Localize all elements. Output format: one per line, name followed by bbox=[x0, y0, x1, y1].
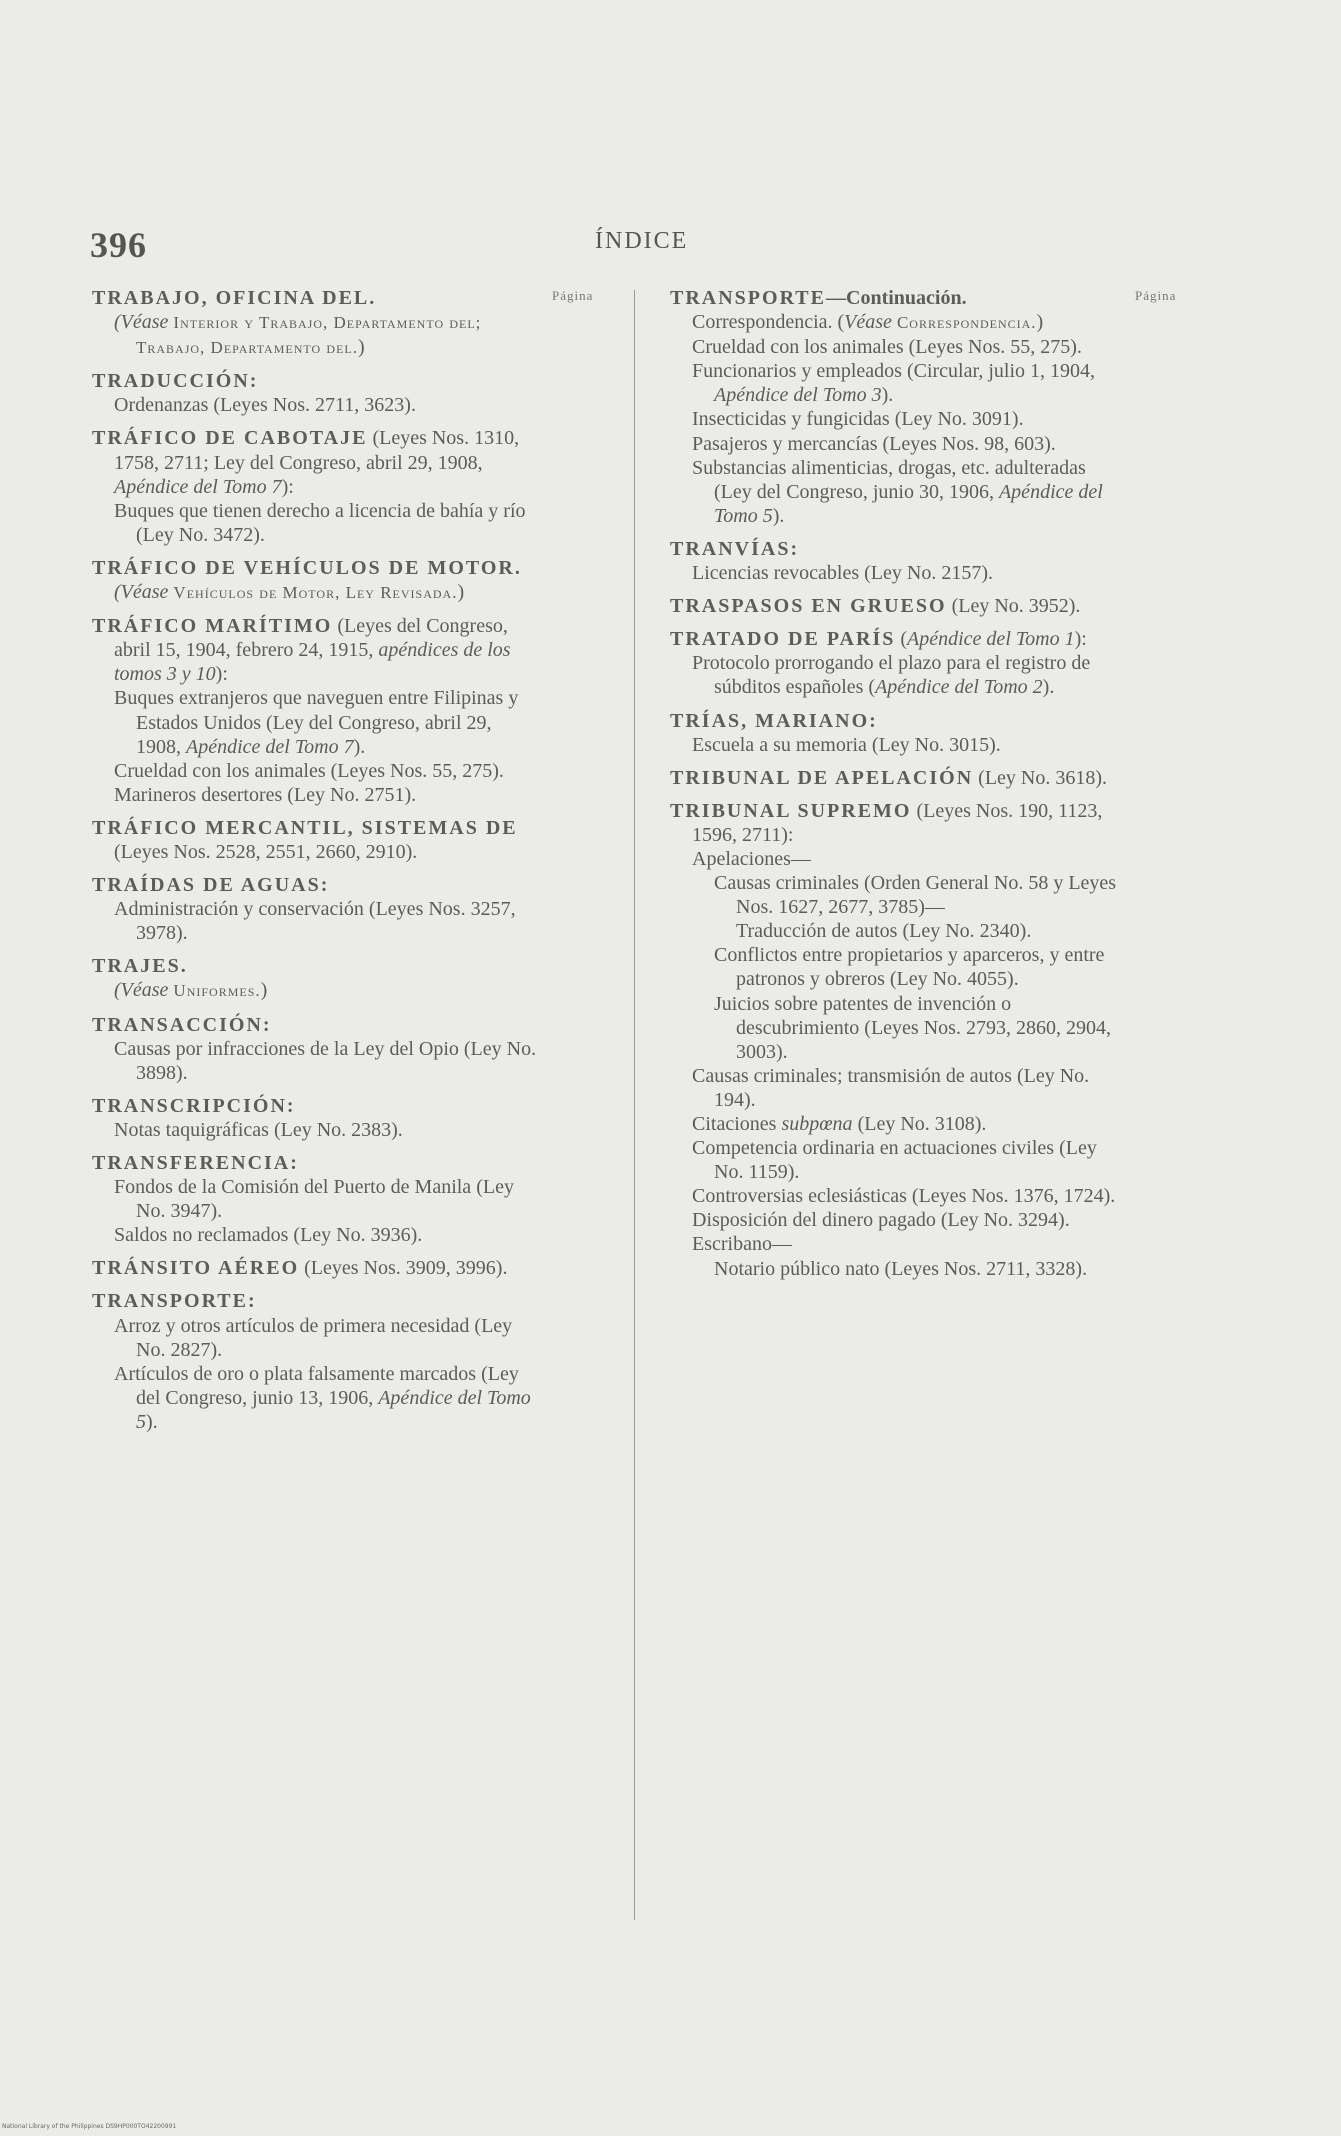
subentry-text: Buques extranjeros que naveguen entre Filipinas y Estados Unidos (Ley del Congreso, abril 29, 1908, bbox=[114, 687, 519, 758]
headword: TRAJES. bbox=[92, 955, 188, 978]
subentry: Ordenanzas (Leyes Nos. 2711, 3623). bbox=[114, 394, 416, 417]
headword: TRÁFICO MARÍTIMO bbox=[92, 615, 333, 638]
subentry-text: Protocolo prorrogando el plazo para el registro de súbditos españoles ( bbox=[692, 652, 1091, 699]
index-entry bbox=[92, 1256, 540, 1280]
headword-line bbox=[670, 594, 1120, 618]
subentry: Escribano— bbox=[692, 1233, 792, 1256]
index-entry bbox=[92, 556, 540, 605]
paren: ): bbox=[215, 663, 228, 686]
index-entry bbox=[92, 1151, 540, 1247]
subentry: Licencias revocables (Ley No. 2157). bbox=[692, 562, 993, 585]
subentry: Causas criminales (Orden General No. 58 y Leyes Nos. 1627, 2677, 3785)— bbox=[714, 872, 1117, 919]
subentry: Causas por infracciones de la Ley del Opio (Ley No. 3898). bbox=[114, 1037, 537, 1084]
appendix-ref: Apéndice del Tomo 1 bbox=[907, 628, 1075, 651]
subentry bbox=[670, 359, 1120, 407]
headword: TRASPASOS EN GRUESO bbox=[670, 595, 947, 618]
headword: TRÁFICO DE VEHÍCULOS DE MOTOR. bbox=[92, 556, 522, 579]
subentry-text: Substancias alimenticias, drogas, etc. adulteradas (Ley del Congreso, junio 30, 1906, bbox=[692, 456, 1086, 503]
headword-line bbox=[92, 426, 540, 498]
subentry: Saldos no reclamados (Ley No. 3936). bbox=[114, 1224, 423, 1247]
headword-line bbox=[670, 627, 1120, 651]
subentry-text: Artículos de oro o plata falsamente marcados (Ley del Congreso, junio 13, 1906, bbox=[114, 1362, 519, 1409]
citation: (Ley No. 3618). bbox=[978, 766, 1108, 789]
index-entry bbox=[92, 816, 540, 864]
index-entry bbox=[670, 766, 1120, 790]
latin-term: subpœna bbox=[781, 1113, 853, 1135]
paren: ): bbox=[1074, 628, 1087, 651]
index-entry bbox=[670, 627, 1120, 699]
subentry bbox=[670, 456, 1120, 528]
subentry: Escuela a su memoria (Ley No. 3015). bbox=[692, 733, 1001, 756]
subentry: Apelaciones— bbox=[692, 847, 811, 870]
see-reference bbox=[92, 310, 540, 360]
left-column bbox=[92, 286, 540, 1443]
subentry: Arroz y otros artículos de primera necesidad (Ley No. 2827). bbox=[114, 1314, 513, 1361]
citation: (Ley No. 3108). bbox=[857, 1113, 987, 1135]
index-entry bbox=[92, 1013, 540, 1085]
subentry bbox=[92, 1362, 540, 1434]
headword: TRIBUNAL DE APELACIÓN bbox=[670, 766, 974, 789]
paren: ) bbox=[358, 336, 365, 359]
index-entry bbox=[92, 873, 540, 945]
headword-line bbox=[92, 1256, 540, 1280]
headword-line bbox=[92, 816, 540, 864]
headword: TRÁNSITO AÉREO bbox=[92, 1257, 300, 1280]
see-label: (Véase bbox=[114, 979, 169, 1002]
paren: ). bbox=[772, 504, 785, 527]
subentry-text: Citaciones bbox=[692, 1113, 777, 1135]
appendix-ref: apéndices de los tomos 3 y 10 bbox=[114, 639, 511, 686]
citation: (Leyes Nos. 2528, 2551, 2660, 2910). bbox=[114, 840, 418, 863]
pagina-label-left: Página bbox=[552, 288, 594, 303]
headword-line bbox=[670, 286, 1120, 310]
subentry-text: Funcionarios y empleados (Circular, julio 1, 1904, bbox=[692, 360, 1096, 383]
headword: TRANSCRIPCIÓN: bbox=[92, 1094, 296, 1117]
appendix-ref: Apéndice del Tomo 2 bbox=[875, 676, 1043, 699]
index-entry bbox=[92, 954, 540, 1003]
subentry: Buques que tienen derecho a licencia de bahía y río (Ley No. 3472). bbox=[114, 499, 526, 546]
headword-line bbox=[92, 286, 540, 310]
citation: (Leyes Nos. 190, 1123, 1596, 2711): bbox=[692, 799, 1103, 846]
headword: TRANVÍAS: bbox=[670, 537, 800, 560]
subentry bbox=[670, 310, 1120, 335]
index-entry bbox=[92, 614, 540, 807]
headword: TRATADO DE PARÍS bbox=[670, 628, 896, 651]
footer-credit: National Library of the Philippines DS9HP000TO42200991 bbox=[2, 2123, 177, 2130]
see-reference bbox=[92, 978, 540, 1003]
subentry: Traducción de autos (Ley No. 2340). bbox=[736, 920, 1032, 943]
headword: TRIBUNAL SUPREMO bbox=[670, 799, 912, 822]
subentry: Administración y conservación (Leyes Nos. 3257, 3978). bbox=[114, 898, 516, 945]
subentry: Pasajeros y mercancías (Leyes Nos. 98, 603). bbox=[692, 432, 1056, 455]
appendix-ref: Apéndice del Tomo 7 bbox=[186, 735, 354, 758]
index-entry bbox=[92, 369, 540, 417]
continuation-label: —Continuación. bbox=[826, 287, 967, 309]
citation: (Leyes Nos. 1310, 1758, 2711; Ley del Congreso, abril 29, 1908, bbox=[114, 427, 520, 474]
paren: ). bbox=[881, 384, 894, 407]
appendix-ref: Apéndice del Tomo 3 bbox=[714, 384, 882, 407]
index-entry bbox=[670, 537, 1120, 585]
citation: (Leyes Nos. 3909, 3996). bbox=[304, 1257, 508, 1280]
subentry: Juicios sobre patentes de invención o descubrimiento (Leyes Nos. 2793, 2860, 2904, 3003). bbox=[714, 992, 1111, 1063]
headword: TRÁFICO DE CABOTAJE bbox=[92, 427, 368, 450]
see-target: Correspondencia. bbox=[896, 313, 1037, 333]
index-entry bbox=[670, 799, 1120, 1281]
paren: ) bbox=[457, 581, 465, 604]
subentry-text: Correspondencia. ( bbox=[692, 311, 845, 334]
subentry bbox=[670, 1112, 1120, 1136]
subentry: Controversias eclesiásticas (Leyes Nos. 1376, 1724). bbox=[692, 1185, 1116, 1208]
citation: (Ley No. 3952). bbox=[951, 595, 1081, 618]
see-target: Interior y Trabajo, Departamento del; Trabajo, Departamento del. bbox=[136, 313, 482, 358]
headword: TRANSPORTE bbox=[670, 287, 826, 309]
running-head: ÍNDICE bbox=[595, 228, 689, 254]
headword-line bbox=[670, 799, 1120, 847]
paren: ( bbox=[900, 628, 908, 651]
paren: ). bbox=[146, 1410, 158, 1433]
headword: TRABAJO, OFICINA DEL. bbox=[92, 287, 377, 309]
headword-line bbox=[92, 614, 540, 686]
headword: TRÍAS, MARIANO: bbox=[670, 709, 878, 732]
right-column bbox=[670, 286, 1120, 1290]
page-number: 396 bbox=[90, 225, 147, 265]
paren: ) bbox=[260, 979, 268, 1002]
index-entry bbox=[92, 286, 540, 360]
headword: TRADUCCIÓN: bbox=[92, 370, 259, 393]
headword: TRANSFERENCIA: bbox=[92, 1152, 299, 1174]
appendix-ref: Apéndice del Tomo 5 bbox=[714, 480, 1103, 527]
see-label: (Véase bbox=[114, 581, 169, 604]
subentry: Notario público nato (Leyes Nos. 2711, 3328). bbox=[714, 1257, 1088, 1280]
subentry: Conflictos entre propietarios y aparceros, y entre patronos y obreros (Ley No. 4055). bbox=[714, 944, 1105, 991]
subentry: Disposición del dinero pagado (Ley No. 3294). bbox=[692, 1209, 1070, 1232]
column-divider bbox=[634, 290, 635, 1920]
headword: TRÁFICO MERCANTIL, SISTEMAS DE bbox=[92, 816, 518, 839]
index-entry bbox=[92, 426, 540, 546]
paren: ) bbox=[1036, 311, 1044, 334]
subentry bbox=[92, 686, 540, 758]
see-label: Véase bbox=[844, 311, 892, 334]
subentry: Competencia ordinaria en actuaciones civiles (Ley No. 1159). bbox=[692, 1137, 1097, 1184]
pagina-label-right: Página bbox=[1135, 288, 1177, 303]
headword: TRANSACCIÓN: bbox=[92, 1013, 272, 1036]
subentry: Insecticidas y fungicidas (Ley No. 3091). bbox=[692, 408, 1024, 431]
see-target: Uniformes. bbox=[173, 981, 261, 1001]
paren: ): bbox=[281, 475, 294, 498]
see-reference bbox=[92, 580, 540, 605]
appendix-ref: Apéndice del Tomo 7 bbox=[114, 475, 282, 498]
headword: TRANSPORTE: bbox=[92, 1290, 257, 1313]
subentry: Marineros desertores (Ley No. 2751). bbox=[114, 783, 417, 806]
subentry bbox=[670, 651, 1120, 699]
see-label: (Véase bbox=[114, 311, 169, 334]
subentry: Causas criminales; transmisión de autos (Ley No. 194). bbox=[692, 1064, 1090, 1111]
index-entry bbox=[92, 1094, 540, 1142]
index-entry bbox=[670, 594, 1120, 618]
appendix-ref: Apéndice del Tomo 5 bbox=[136, 1386, 531, 1433]
index-entry bbox=[670, 709, 1120, 757]
subentry: Crueldad con los animales (Leyes Nos. 55, 275). bbox=[114, 759, 504, 782]
see-target: Vehículos de Motor, Ley Revisada. bbox=[173, 583, 458, 603]
index-entry bbox=[92, 1289, 540, 1434]
index-entry bbox=[670, 286, 1120, 528]
paren: ). bbox=[1042, 676, 1055, 699]
subentry: Fondos de la Comisión del Puerto de Manila (Ley No. 3947). bbox=[114, 1176, 514, 1223]
headword-line bbox=[670, 766, 1120, 790]
headword: TRAÍDAS DE AGUAS: bbox=[92, 874, 330, 897]
paren: ). bbox=[353, 735, 366, 758]
subentry: Crueldad con los animales (Leyes Nos. 55, 275). bbox=[692, 336, 1082, 359]
citation: (Leyes del Congreso, abril 15, 1904, febrero 24, 1915, bbox=[114, 615, 508, 662]
subentry: Notas taquigráficas (Ley No. 2383). bbox=[114, 1118, 403, 1141]
